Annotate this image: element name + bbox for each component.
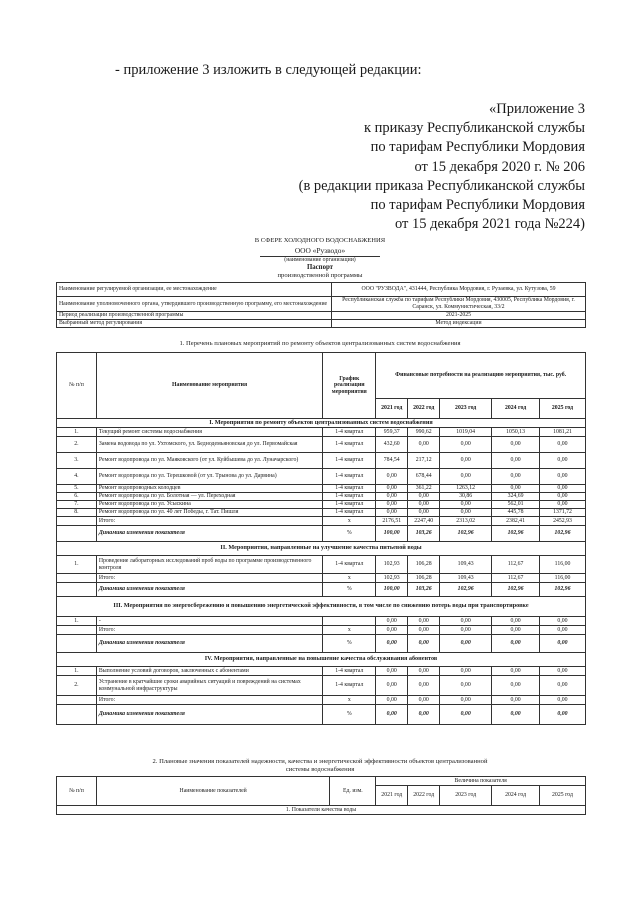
dynamics-unit: % xyxy=(323,705,376,725)
row-value: 784,54 xyxy=(376,453,408,469)
row-value: 0,00 xyxy=(440,667,492,676)
dynamics-value: 0,00 xyxy=(492,635,540,653)
dynamics-unit: % xyxy=(323,526,376,542)
appendix-line: от 15 декабря 2021 года №224) xyxy=(394,216,585,233)
section-1-title: I. Мероприятия по ремонту объектов централизованных систем водоснабжения xyxy=(57,419,586,428)
total-value: 102,93 xyxy=(376,574,408,583)
row-value: 0,00 xyxy=(492,667,540,676)
row-schedule: 1-4 квартал xyxy=(323,676,376,696)
col-unit-header: Ед. изм. xyxy=(330,777,376,806)
row-value: 217,12 xyxy=(408,453,440,469)
section-3-title: III. Мероприятия по энергосбережению и повышению энергетической эффективности, в том числе по снижению потерь воды при транспортировке xyxy=(57,597,586,617)
row-value: 0,00 xyxy=(376,493,408,501)
passport-label: Выбранный метод регулирования xyxy=(57,320,332,328)
dynamics-value: 103,26 xyxy=(408,526,440,542)
row-value: 0,00 xyxy=(376,501,408,509)
year-header: 2025 год xyxy=(540,399,586,419)
row-name: Ремонт водопроводных колодцев xyxy=(96,485,322,493)
total-value: 0,00 xyxy=(492,696,540,705)
total-value: 0,00 xyxy=(492,626,540,635)
row-value: 30,86 xyxy=(440,493,492,501)
row-schedule: 1-4 квартал xyxy=(323,485,376,493)
total-value: 109,43 xyxy=(440,574,492,583)
total-row xyxy=(57,696,586,705)
row-name: Ремонт водопровода по ул. Усыскина xyxy=(96,501,322,509)
section-row xyxy=(57,542,586,556)
row-value: 0,00 xyxy=(492,617,540,626)
total-row xyxy=(57,574,586,583)
row-num: 1. xyxy=(57,428,97,437)
row-value: 445,78 xyxy=(492,509,540,517)
total-value: 2247,40 xyxy=(408,517,440,526)
row-value: 102,93 xyxy=(376,556,408,574)
row-schedule: 1-4 квартал xyxy=(323,667,376,676)
year-header: 2023 год xyxy=(440,399,492,419)
appendix-line: (в редакции приказа Республиканской службы xyxy=(298,177,585,194)
row-name: Ремонт водопровода по ул. Терешковой (от ул. Трынова до ул. Дарвина) xyxy=(96,469,322,485)
year-header: 2024 год xyxy=(492,399,540,419)
section-4-title: IV. Мероприятия, направленные на повышение качества обслуживания абонентов xyxy=(57,653,586,667)
total-value: 0,00 xyxy=(408,626,440,635)
row-num: 4. xyxy=(57,469,97,485)
row-num: 3. xyxy=(57,453,97,469)
section-2-title: II. Мероприятия, направленные на улучшение качества питьевой воды xyxy=(57,542,586,556)
total-schedule: х xyxy=(323,517,376,526)
passport-row xyxy=(57,320,586,328)
section-row xyxy=(57,419,586,428)
dynamics-unit: % xyxy=(323,635,376,653)
row-value: 109,43 xyxy=(440,556,492,574)
dynamics-value: 102,96 xyxy=(540,526,586,542)
row-name: Ремонт водопровода по ул. Болотная — ул. Переходная xyxy=(96,493,322,501)
row-value: 562,01 xyxy=(492,501,540,509)
row-value: 0,00 xyxy=(408,493,440,501)
row-schedule: 1-4 квартал xyxy=(323,428,376,437)
row-name: - xyxy=(96,617,322,626)
empty-cell xyxy=(57,635,97,653)
row-name: Ремонт водопровода по ул. 40 лет Победы, г. Тат. Пишля xyxy=(96,509,322,517)
row-value: 678,44 xyxy=(408,469,440,485)
total-value: 2313,02 xyxy=(440,517,492,526)
total-row xyxy=(57,517,586,526)
dynamics-value: 100,00 xyxy=(376,583,408,597)
empty-cell xyxy=(57,583,97,597)
dynamics-value: 102,96 xyxy=(492,583,540,597)
row-name: Проведение лабораторных исследований проб воды по программе производственного контроля xyxy=(96,556,322,574)
section-row xyxy=(57,653,586,667)
passport-row xyxy=(57,312,586,320)
row-schedule: 1-4 квартал xyxy=(323,493,376,501)
appendix-line: к приказу Республиканской службы xyxy=(363,120,585,137)
empty-cell xyxy=(57,517,97,526)
year-header: 2021 год xyxy=(376,786,408,806)
row-value: 0,00 xyxy=(440,437,492,453)
year-header: 2024 год xyxy=(492,786,540,806)
empty-cell xyxy=(57,696,97,705)
row-value: 0,00 xyxy=(408,667,440,676)
header-row xyxy=(57,777,586,786)
col-num-header: № п/п xyxy=(57,777,97,806)
total-value: 116,00 xyxy=(540,574,586,583)
total-value: 0,00 xyxy=(540,626,586,635)
empty-cell xyxy=(57,626,97,635)
row-num: 1. xyxy=(57,556,97,574)
row-value: 0,00 xyxy=(540,676,586,696)
dynamics-row xyxy=(57,526,586,542)
row-schedule: 1-4 квартал xyxy=(323,501,376,509)
total-schedule: х xyxy=(323,626,376,635)
dynamics-value: 0,00 xyxy=(540,705,586,725)
row-num: 5. xyxy=(57,485,97,493)
col-name-header: Наименование мероприятия xyxy=(96,353,322,419)
row-name: Устранение в кратчайшие сроки аварийных ситуаций и повреждений на системах коммунальной инфраструктуры xyxy=(96,676,322,696)
intro-text: - приложение 3 изложить в следующей редакции: xyxy=(115,62,422,78)
dynamics-row xyxy=(57,635,586,653)
appendix-line: по тарифам Республики Мордовия xyxy=(370,197,585,214)
appendix-line: по тарифам Республики Мордовия xyxy=(370,139,585,156)
dynamics-row xyxy=(57,583,586,597)
dynamics-label: Динамика изменения показателя xyxy=(96,635,322,653)
total-schedule: х xyxy=(323,696,376,705)
row-value: 0,00 xyxy=(408,676,440,696)
row-name: Замена водовода по ул. Ухтомского, ул. Беднодемьяновская до ул. Первомайская xyxy=(96,437,322,453)
row-value: 0,00 xyxy=(440,676,492,696)
row-value: 0,00 xyxy=(492,453,540,469)
empty-cell xyxy=(57,705,97,725)
row-value: 0,00 xyxy=(440,509,492,517)
row-num: 1. xyxy=(57,667,97,676)
row-value: 1371,72 xyxy=(540,509,586,517)
row-value: 112,67 xyxy=(492,556,540,574)
appendix-block xyxy=(299,100,585,234)
row-num: 1. xyxy=(57,617,97,626)
row-value: 0,00 xyxy=(408,501,440,509)
total-value: 2176,51 xyxy=(376,517,408,526)
total-value: 0,00 xyxy=(376,626,408,635)
passport-row xyxy=(57,297,586,312)
row-name: Текущий ремонт системы водоснабжения xyxy=(96,428,322,437)
row-value: 0,00 xyxy=(540,617,586,626)
dynamics-unit: % xyxy=(323,583,376,597)
total-value: 0,00 xyxy=(540,696,586,705)
passport-label: Период реализации производственной программы xyxy=(57,312,332,320)
passport-row xyxy=(57,283,586,297)
row-value: 0,00 xyxy=(408,617,440,626)
row-schedule: 1-4 квартал xyxy=(323,469,376,485)
total-label: Итого: xyxy=(96,517,322,526)
dynamics-value: 0,00 xyxy=(376,705,408,725)
table2-title: 2. Плановые значения показателей надежности, качества и энергетической эффективности объектов централизованной системы водоснабжения xyxy=(152,758,488,773)
passport-value: Метод индексации xyxy=(332,320,586,328)
row-value: 1050,13 xyxy=(492,428,540,437)
empty-cell xyxy=(57,574,97,583)
row-value: 0,00 xyxy=(408,509,440,517)
dynamics-value: 0,00 xyxy=(440,705,492,725)
measures-table xyxy=(56,352,586,725)
row-schedule: 1-4 квартал xyxy=(323,509,376,517)
passport-value: 2021-2025 xyxy=(332,312,586,320)
table-row xyxy=(57,676,586,696)
section-row xyxy=(57,806,586,815)
total-row xyxy=(57,626,586,635)
row-value: 0,00 xyxy=(440,469,492,485)
row-value: 1019,04 xyxy=(440,428,492,437)
total-value: 2452,93 xyxy=(540,517,586,526)
col-name-header: Наименование показателей xyxy=(96,777,329,806)
dynamics-value: 102,96 xyxy=(492,526,540,542)
table-row xyxy=(57,556,586,574)
total-schedule: х xyxy=(323,574,376,583)
total-value: 0,00 xyxy=(440,626,492,635)
row-value: 0,00 xyxy=(540,667,586,676)
row-num: 2. xyxy=(57,676,97,696)
section-row xyxy=(57,597,586,617)
dynamics-label: Динамика изменения показателя xyxy=(96,705,322,725)
row-value: 324,69 xyxy=(492,493,540,501)
row-value: 0,00 xyxy=(376,509,408,517)
dynamics-row xyxy=(57,705,586,725)
total-value: 112,67 xyxy=(492,574,540,583)
row-num: 2. xyxy=(57,437,97,453)
total-label: Итого: xyxy=(96,574,322,583)
row-value: 0,00 xyxy=(540,469,586,485)
total-label: Итого: xyxy=(96,696,322,705)
table-row xyxy=(57,437,586,453)
total-value: 0,00 xyxy=(440,696,492,705)
row-num: 8. xyxy=(57,509,97,517)
row-value: 959,37 xyxy=(376,428,408,437)
dynamics-value: 102,96 xyxy=(440,583,492,597)
row-schedule: 1-4 квартал xyxy=(323,556,376,574)
col-schedule-header: График реализации мероприятия xyxy=(323,353,376,419)
col-value-header: Величина показателя xyxy=(376,777,586,786)
passport-title: Паспорт xyxy=(306,264,334,271)
col-num-header: № п/п xyxy=(57,353,97,419)
appendix-line: «Приложение 3 xyxy=(489,101,585,117)
dynamics-value: 0,00 xyxy=(376,635,408,653)
row-num: 6. xyxy=(57,493,97,501)
org-caption: (наименование организации) xyxy=(260,256,380,263)
row-value: 0,00 xyxy=(376,485,408,493)
empty-cell xyxy=(57,526,97,542)
row-value: 0,00 xyxy=(492,676,540,696)
year-header: 2022 год xyxy=(408,399,440,419)
total-label: Итого: xyxy=(96,626,322,635)
dynamics-value: 0,00 xyxy=(408,635,440,653)
row-value: 0,00 xyxy=(540,437,586,453)
row-schedule: 1-4 квартал xyxy=(323,453,376,469)
dynamics-value: 0,00 xyxy=(440,635,492,653)
sphere-heading: В СФЕРЕ ХОЛОДНОГО ВОДОСНАБЖЕНИЯ xyxy=(254,237,386,244)
dynamics-value: 0,00 xyxy=(492,705,540,725)
table-row xyxy=(57,509,586,517)
total-value: 0,00 xyxy=(408,696,440,705)
dynamics-value: 102,96 xyxy=(440,526,492,542)
table-row xyxy=(57,485,586,493)
passport-value: ООО "РУЗВОДА", 431444, Республика Мордовия, г. Рузаевка, ул. Кутузова, 59 xyxy=(332,283,586,297)
row-value: 0,00 xyxy=(492,437,540,453)
total-value: 106,28 xyxy=(408,574,440,583)
org-name: ООО «Рузводо» xyxy=(294,246,346,255)
passport-value: Республиканская служба по тарифам Республики Мордовия, 430005, Республика Мордовия, г. Саранск, ул. Коммунистическая, 33/2 xyxy=(332,297,586,312)
col-finance-header: Финансовые потребности на реализацию мероприятия, тыс. руб. xyxy=(376,353,586,399)
dynamics-value: 100,00 xyxy=(376,526,408,542)
section-1-title: 1. Показатели качества воды xyxy=(57,806,586,815)
row-value: 0,00 xyxy=(440,501,492,509)
passport-label: Наименование уполномоченного органа, утвердившего производственную программу, его местонахождение xyxy=(57,297,332,312)
indicators-table xyxy=(56,776,586,815)
table-row xyxy=(57,453,586,469)
table1-title: 1. Перечень плановых мероприятий по ремонту объектов централизованных систем водоснабжения xyxy=(179,340,461,347)
row-value: 0,00 xyxy=(540,453,586,469)
year-header: 2022 год xyxy=(408,786,440,806)
table-row xyxy=(57,469,586,485)
dynamics-label: Динамика изменения показателя xyxy=(96,583,322,597)
row-value: 0,00 xyxy=(440,453,492,469)
row-value: 1081,21 xyxy=(540,428,586,437)
year-header: 2023 год xyxy=(440,786,492,806)
row-value: 0,00 xyxy=(440,617,492,626)
year-header: 2025 год xyxy=(540,786,586,806)
passport-label: Наименование регулируемой организации, ее местонахождение xyxy=(57,283,332,297)
row-value: 0,00 xyxy=(376,469,408,485)
row-value: 0,00 xyxy=(540,493,586,501)
row-value: 361,22 xyxy=(408,485,440,493)
table-row xyxy=(57,428,586,437)
row-value: 990,62 xyxy=(408,428,440,437)
table-row xyxy=(57,493,586,501)
dynamics-value: 102,96 xyxy=(540,583,586,597)
dynamics-value: 0,00 xyxy=(540,635,586,653)
row-value: 0,00 xyxy=(540,485,586,493)
row-name: Ремонт водопровода по ул. Маяковского (от ул. Куйбышева до ул. Луначарского) xyxy=(96,453,322,469)
row-schedule xyxy=(323,617,376,626)
row-name: Выполнение условий договоров, заключенных с абонентами xyxy=(96,667,322,676)
row-value: 432,60 xyxy=(376,437,408,453)
row-value: 0,00 xyxy=(492,469,540,485)
row-num: 7. xyxy=(57,501,97,509)
row-value: 0,00 xyxy=(376,617,408,626)
total-value: 0,00 xyxy=(376,696,408,705)
year-header: 2021 год xyxy=(376,399,408,419)
row-value: 0,00 xyxy=(492,485,540,493)
row-value: 0,00 xyxy=(376,676,408,696)
header-row xyxy=(57,353,586,399)
program-title: производственной программы xyxy=(277,272,363,279)
row-value: 0,00 xyxy=(408,437,440,453)
table-row xyxy=(57,617,586,626)
appendix-line: от 15 декабря 2020 г. № 206 xyxy=(414,158,585,175)
row-value: 106,28 xyxy=(408,556,440,574)
table-row xyxy=(57,501,586,509)
dynamics-value: 0,00 xyxy=(408,705,440,725)
table-row xyxy=(57,667,586,676)
passport-table xyxy=(56,282,586,328)
row-value: 0,00 xyxy=(540,501,586,509)
row-value: 1263,12 xyxy=(440,485,492,493)
row-value: 116,00 xyxy=(540,556,586,574)
row-schedule: 1-4 квартал xyxy=(323,437,376,453)
row-value: 0,00 xyxy=(376,667,408,676)
dynamics-label: Динамика изменения показателя xyxy=(96,526,322,542)
total-value: 2382,41 xyxy=(492,517,540,526)
dynamics-value: 103,26 xyxy=(408,583,440,597)
